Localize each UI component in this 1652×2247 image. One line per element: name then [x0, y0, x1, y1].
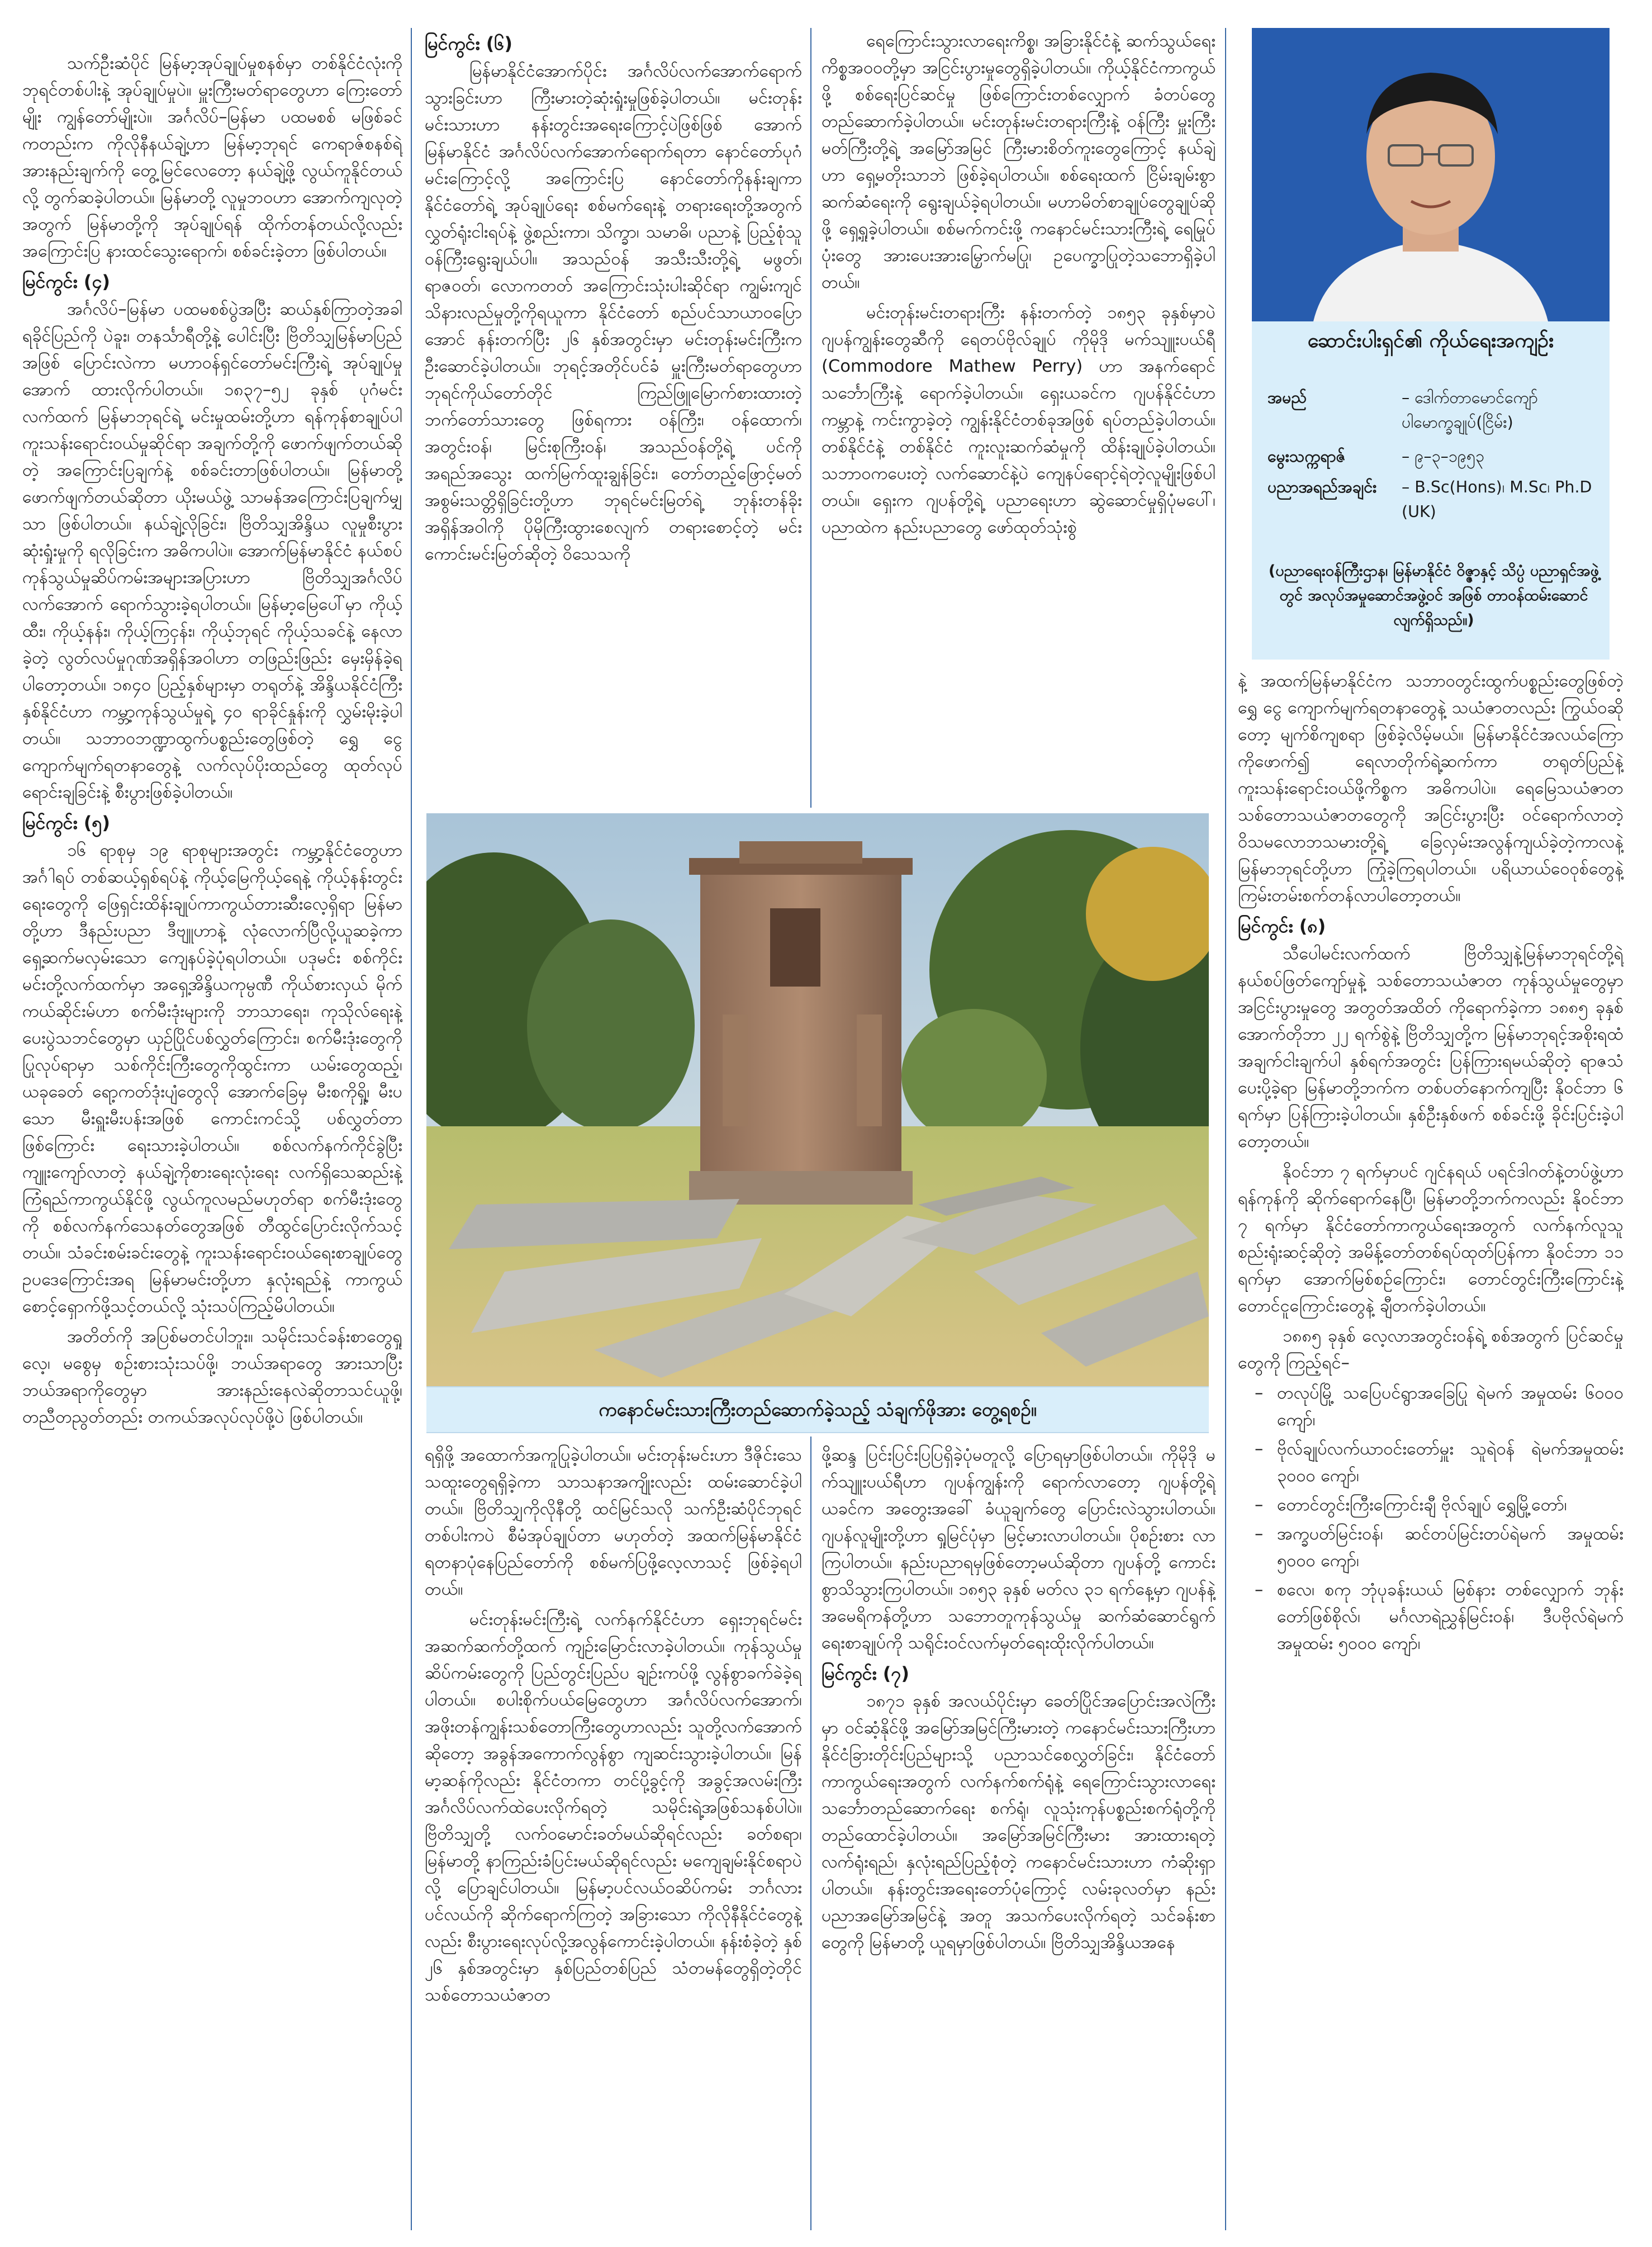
paragraph: နိုဝင်ဘာ ၇ ရက်မှာပင် ဂျင်နရယ် ပရင်ဒါဂတ်နဲ့တပ်ဖွဲ့ဟာ ရန်ကုန်ကို ဆိုက်ရောက်နေပြီ၊ မြန်မာတို့ဘက်ကလည်း နိုဝင်ဘာ ၇ ရက်မှာ နိုင်ငံတော်ကာကွယ်ရေးအတွက် လက်နက်လူသူစည်းရုံးဆင့်ဆိုတဲ့ အမိန့်တော်တစ်ရပ်ထုတ်ပြန်ကာ နိုဝင်ဘာ ၁၁ ရက်မှာ အောက်မြစ်စဉ်ကြောင်း၊ တောင်တွင်းကြီးကြောင်းနဲ့ တောင်ငူကြောင်းတွေနဲ့ ချီတက်ခဲ့ပါတယ်။ [1238, 1162, 1623, 1316]
author-portrait [1252, 28, 1610, 321]
section-heading: မြင်ကွင်း (၆) [425, 33, 512, 54]
paragraph: ၁၆ ရာစုမှ ၁၉ ရာစုများအတွင်း ကမ္ဘာ့နိုင်ငံတွေဟာ အင်္ဂါရပ် တစ်ဆယ့်ရှစ်ရပ်နဲ့ ကိုယ့်မြေကိုယ့်ရေနဲ့ ကိုယ့်နန်းတွင်းရေးတွေကို ဖြေရှင်းထိန်းချုပ်ကာကွယ်တားဆီးလေ့ရှိရာ မြန်မာတို့ဟာ ဒီနည်းပညာ ဒီဗျူဟာနဲ့ လုံလောက်ပြီလို့ယူဆခဲ့ကာ ရှေ့ဆက်မလှမ်းသော ကျေနပ်ခဲ့ပုံရပါတယ်။ ပဒုမင်း စစ်ကိုင်းမင်းတို့လက်ထက်မှာ အရှေ့အိန္ဒိယကုမ္ပဏီ ကိုယ်စားလှယ် မိုက်ကယ်ဆိုင်းမ်ဟာ စက်မီးဒုံးများကို ဘာသာရေး၊ ကုသိုလ်ရေးနဲ့ ပေးပွဲသဘင်တွေမှာ ယှဉ်ပြိုင်ပစ်လွှတ်ကြောင်း၊ စက်မီးဒုံးတွေကို ပြုလုပ်ရာမှာ သစ်ကိုင်းကြီးတွေကိုထွင်းကာ ယမ်းတွေထည့်၊ ယခုခေတ် ရော့ကတ်ဒုံးပျံတွေလို အောက်ခြေမှ မီးစကိုရှို့၊ မီးပသော မီးရှူးမီးပန်းအဖြစ် ကောင်းကင်သို့ ပစ်လွှတ်တာဖြစ်ကြောင်း ရေးသားခဲ့ပါတယ်။ စစ်လက်နက်ကိုင်ခွဲပြီး ကျူးကျော်လာတဲ့ နယ်ချဲ့ကိုစားရေးလုံးရေး လက်ရှိသေဆည်းနဲ့ ကြံရည်ကာကွယ်နိုင်ဖို့ လွယ်ကူလမည်မဟုတ်ရာ စက်မီးဒုံးတွေကို စစ်လက်နက်သေနတ်တွေအဖြစ် တီထွင်ပြောင်းလိုက်သင့်တယ်။ သံခင်းစမ်းခင်းတွေနဲ့ ကူးသန်းရောင်းဝယ်ရေးစာချုပ်တွေ ဥပဒေကြောင်းအရ မြန်မာမင်းတို့ဟာ နှလုံးရည်နဲ့ ကာကွယ်စောင့်ရှောက်ဖို့သင့်တယ်လို့ သုံးသပ်ကြည့်မိပါတယ်။ [22, 841, 402, 1316]
column-divider [411, 28, 412, 2230]
paragraph: မြန်မာနိုင်ငံအောက်ပိုင်း အင်္ဂလိပ်လက်အောက်ရောက်သွားခြင်းဟာ ကြီးမားတဲ့ဆုံးရှုံးမှုဖြစ်ခဲ့ပါတယ်။ မင်းတုန်းမင်းသားဟာ နန်းတွင်းအရေးကြောင့်ပဲဖြစ်ဖြစ် အောက်မြန်မာနိုင်ငံ အင်္ဂလိပ်လက်အောက်ရောက်ရတာ နောင်တော်ပုဂံမင်းကြောင့်လို့ အကြောင်းပြ နောင်တော်ကိုနန်းချကာ နိုင်ငံတော်ရဲ့ အုပ်ချုပ်ရေး စစ်မက်ရေးနဲ့ တရားရေးတို့အတွက် လွှတ်ရုံးငါးရပ်နဲ့ ဖွဲ့စည်းကာ၊ သိက္ခာ၊ သမာဓိ၊ ပညာနဲ့ ပြည့်စုံသူ ဝန်ကြီးရွေးချယ်ပါ။ အသည်ဝန် အသီးသီးတို့ရဲ့ မဖွတ်၊ ရာဇဝတ်၊ လောကတတ် အကြောင်းသုံးပါးဆိုင်ရာ ကျွမ်းကျင်သိနားလည်မှုတို့ကိုရယူကာ နိုင်ငံတော် စည်ပင်သာယာဝပြောအောင် နန်းတက်ပြီး ၂၆ နှစ်အတွင်းမှာ မင်းတုန်းမင်းကြီးက ဦးဆောင်ခဲ့ပါတယ်။ ဘုရင့်အတိုင်ပင်ခံ မှူးကြီးမတ်ရာတွေဟာ ဘုရင်ကိုယ်တော်တိုင် ကြည်ဖြူမြောက်စားထားတဲ့ ဘက်တော်သားတွေ ဖြစ်ရကား ဝန်ကြီး၊ ဝန်ထောက်၊ အတွင်းဝန်၊ မြင်းစုကြီးဝန်၊ အသည်ဝန်တို့ရဲ့ ပင်ကိုအရည်အသွေး ထက်မြက်ထူးချွန်ခြင်း၊ တော်တည့်ဖြောင့်မတ်အစွမ်းသတ္တိရှိခြင်းတို့ဟာ ဘုရင်မင်းမြတ်ရဲ့ ဘုန်းတန်ခိုးအရှိန်အဝါကို ပိုမိုကြီးထွားစေလျက် တရားစောင့်တဲ့ မင်းကောင်းမင်းမြတ်ဆိုတဲ့ ဝိသေသကို [425, 61, 802, 564]
author-name-row [1268, 386, 1603, 436]
article-column-3-upper [822, 28, 1216, 808]
list-item: – တောင်တွင်းကြီးကြောင်းချီ ဗိုလ်ချုပ် ရွှေမြို့တော်၊ [1255, 1492, 1623, 1519]
paragraph: သက်ဦးဆံပိုင် မြန်မာ့အုပ်ချုပ်မှုစနစ်မှာ တစ်နိုင်ငံလုံးကို ဘုရင်တစ်ပါးနဲ့ အုပ်ချုပ်မှုပဲ။ မှူးကြီးမတ်ရာတွေဟာ ကြေးတော်မျိုး ကျွန်တော်မျိုးပဲ။ အင်္ဂလိပ်–မြန်မာ ပထမစစ် မဖြစ်ခင်ကတည်းက ကိုလိုနီနယ်ချဲ့ဟာ မြန်မာ့ဘုရင် ကေရာဇ်စနစ်ရဲ့ အားနည်းချက်ကို တွေ့မြင်လေတော့ နယ်ချဲ့ဖို့ လွယ်ကူနိုင်တယ်လို့ တွက်ဆခဲ့ပါတယ်။ မြန်မာတို့ လူမှုဘဝဟာ အောက်ကျလုတဲ့အတွက် မြန်မာတို့ကို အုပ်ချုပ်ရန် ထိုက်တန်တယ်လို့လည်း အကြောင်းပြ နားထင်သွေးရောက်၊ စစ်ခင်းခဲ့တာ ဖြစ်ပါတယ်။ [22, 54, 402, 261]
column-divider [810, 28, 811, 808]
author-bio-title: ဆောင်းပါးရှင်၏ ကိုယ်ရေးအကျဉ်း [1307, 329, 1554, 352]
article-column-2-lower [425, 1442, 802, 2233]
section-heading: မြင်ကွင်း (၅) [22, 812, 110, 833]
name-label: အမည် [1268, 388, 1307, 407]
dob-value: – ၉–၃–၁၉၅၃ [1402, 447, 1484, 466]
author-affiliation-note: (ပညာရေးဝန်ကြီးဌာန၊ မြန်မာနိုင်ငံ ဝိဇ္ဇာနှင့် သိပ္ပံ ပညာရှင်အဖွဲ့တွင် အလုပ်အမှုဆောင်အဖွဲ့ဝင် အဖြစ် တာဝန်ထမ်းဆောင်လျက်ရှိသည်။) [1268, 562, 1599, 629]
author-photo-icon [1252, 28, 1610, 321]
paragraph: ဖို့ဆန္ဒ ပြင်းပြင်းပြပြရှိခဲ့ပုံမတူလို့ ပြောရမှာဖြစ်ပါတယ်။ ကိုမိုဒို မက်သျူးပယ်ရီဟာ ဂျပန်ကျွန်းကို ရောက်လာတော့ ဂျပန်တို့ရဲ့ ယခင်က အတွေးအခေါ် ခံယူချက်တွေ ပြောင်းလဲသွားပါတယ်။ ဂျပန်လူမျိုးတို့ဟာ ရှုမြင်ပုံမှာ မြင့်မားလာပါတယ်။ ပိုစဉ်းစား လာကြပါတယ်။ နည်းပညာရမှဖြစ်တော့မယ်ဆိုတာ ဂျပန်တို့ ကောင်းစွာသိသွားကြပါတယ်။ ၁၈၅၃ ခုနှစ် မတ်လ ၃၁ ရက်နေ့မှာ ဂျပန်နဲ့အမေရိကန်တို့ဟာ သဘောတူကုန်သွယ်မှု ဆက်ဆံဆောင်ရွက်ရေးစာချုပ်ကို သရိုင်းဝင်လက်မှတ်ရေးထိုးလိုက်ပါတယ်။ [822, 1445, 1216, 1653]
paragraph: မင်းတုန်းမင်းတရားကြီး နန်းတက်တဲ့ ၁၈၅၃ ခုနှစ်မှာပဲ ဂျပန်ကျွန်းတွေဆီကို ရေတပ်ဗိုလ်ချုပ် ကိုမိုဒို မက်သျူးပယ်ရီ (Commodore Mathew Perry) ဟာ အနက်ရောင်သင်္ဘောကြီးနဲ့ ရောက်ခဲ့ပါတယ်။ ရှေးယခင်က ဂျပန်နိုင်ငံဟာ ကမ္ဘာနဲ့ ကင်းကွာခဲ့တဲ့ ကျွန်းနိုင်ငံတစ်ခုအဖြစ် ရပ်တည်ခဲ့ပါတယ်။ တစ်နိုင်ငံနဲ့ တစ်နိုင်ငံ ကူးလူးဆက်ဆံမှုကို ထိန်းချုပ်ခဲ့ပါတယ်။ သဘာဝကပေးတဲ့ လက်ဆောင်နဲ့ပဲ ကျေနပ်ရောင့်ရဲတဲ့လူမျိုးဖြစ်ပါတယ်။ ရှေးက ဂျပန်တို့ရဲ့ ပညာရေးဟာ ဆွဲဆောင်မှုရှိပုံမပေါ်၊ ပညာထဲက နည်းပညာတွေ ဖော်ထုတ်သုံးစွဲ [822, 303, 1216, 537]
photo-caption: ကနောင်မင်းသားကြီးတည်ဆောက်ခဲ့သည့် သံချက်ဖိုအား တွေ့ရစဉ်။ [426, 1386, 1209, 1433]
paragraph: သီပေါမင်းလက်ထက် ဗြိတိသျှနဲ့မြန်မာဘုရင်တို့ရဲ့ နယ်စပ်ဖြတ်ကျော်မှုနဲ့ သစ်တောသယံဇာတ ကုန်သွယ်မှုတွေမှာ အငြင်းပွားမှုတွေ အတွတ်အထိတ် ကိုရောက်ခဲ့ကာ ၁၈၈၅ ခုနှစ် အောက်တိုဘာ ၂၂ ရက်စွဲနဲ့ ဗြိတိသျှတို့က မြန်မာဘုရင့်အစိုးရထံ အချက်ငါးချက်ပါ နှစ်ရက်အတွင်း ပြန်ကြားရမယ်ဆိုတဲ့ ရာဇသံပေးပို့ခဲ့ရာ မြန်မာတို့ဘက်က တစ်ပတ်နောက်ကျပြီး နိုဝင်ဘာ ၆ ရက်မှာ ပြန်ကြားခဲ့ပါတယ်။ နှစ်ဦးနှစ်ဖက် စစ်ခင်းဖို့ ခိုင်းပြင်းခဲ့ပါတော့တယ်။ [1238, 944, 1623, 1151]
brick-tower-ruins-image [426, 813, 1209, 1386]
article-column-4 [1238, 668, 1623, 2233]
paragraph: ၁၈၇၁ ခုနှစ် အလယ်ပိုင်းမှာ ခေတ်ပြိုင်အပြောင်းအလဲကြီးမှာ ဝင်ဆံ့နိုင်ဖို့ အမြော်အမြင်ကြီးမားတဲ့ ကနောင်မင်းသားကြီးဟာ နိုင်ငံခြားတိုင်းပြည်များသို့ ပညာသင်စေလွှတ်ခြင်း၊ နိုင်ငံတော်ကာကွယ်ရေးအတွက် လက်နက်စက်ရုံနဲ့ ရေကြောင်းသွားလာရေး သင်္ဘောတည်ဆောက်ရေး စက်ရုံ၊ လူသုံးကုန်ပစ္စည်းစက်ရုံတို့ကို တည်ထောင်ခဲ့ပါတယ်။ အမြော်အမြင်ကြီးမား အားထားရတဲ့ လက်ရုံးရည်၊ နှလုံးရည်ပြည့်စုံတဲ့ ကနောင်မင်းသားဟာ ကံဆိုးရှာပါတယ်။ နန်းတွင်းအရေးတော်ပုံကြောင့် လမ်းခုလတ်မှာ နည်းပညာအမြော်အမြင်နဲ့ အတူ အသက်ပေးလိုက်ရတဲ့ သင်ခန်းစာတွေကို မြန်မာတို့ ယူရမှာဖြစ်ပါတယ်။ ဗြိတိသျှအိန္ဒိယအနေ [822, 1691, 1216, 1952]
edu-label: ပညာအရည်အချင်း [1268, 478, 1377, 496]
list-item: – တလုပ်မြို့ သပြေပင်ရွာအခြေပြု ရဲမက် အမှုထမ်း ၆၀၀၀ ကျော်၊ [1255, 1380, 1623, 1434]
author-dob-row [1268, 444, 1603, 469]
list-item: – စလေ၊ စကု ဘုံပုခန်းယယ် မြစ်နား တစ်လျှောက် ဘုန်းတော်ဖြစ်စိုလ်၊ မင်္ဂလာရဲညွှန်မြင်းဝန်၊ ဒီပဗိုလ်ရဲမက်အမှုထမ်း ၅၀၀၀ ကျော်၊ [1255, 1577, 1623, 1657]
column-divider [1225, 28, 1226, 2230]
kiln-ruins-photo [426, 813, 1209, 1386]
paragraph: ရေကြောင်းသွားလာရေးကိစ္စ၊ အခြားနိုင်ငံနဲ့ ဆက်သွယ်ရေးကိစ္စအဝဝတို့မှာ အငြင်းပွားမှုတွေရှိခဲ့ပါတယ်။ ကိုယ့်နိုင်ငံကာကွယ်ဖို့ စစ်ရေးပြင်ဆင်မှု ဖြစ်ကြောင်းတစ်လျှောက် ခံတပ်တွေတည်ဆောက်ခဲ့ပါတယ်။ မင်းတုန်းမင်းတရားကြီးနဲ့ ဝန်ကြီး မှူးကြီးမတ်ကြီးတို့ရဲ့ အမြော်အမြင် ကြီးမားစိတ်ကူးတွေကြောင့် နယ်ချဲ့ဟာ ရှေ့မတိုးသာဘဲ ဖြစ်ခဲ့ရပါတယ်။ စစ်ရေးထက် ငြိမ်းချမ်းစွာဆက်ဆံရေးကို ရွေးချယ်ခဲ့ရပါတယ်။ မဟာမိတ်စာချုပ်တွေချုပ်ဆိုဖို့ ရှေ့ရှုခဲ့ပါတယ်။ စစ်မက်ကင်းဖို့ ကနောင်မင်းသားကြီးရဲ့ ရေမြုပ်ပုံးတွေ အားပေးအားမြှောက်မပြု၊ ဥပေက္ခာပြုတဲ့သဘောရှိခဲ့ပါတယ်။ [822, 31, 1216, 292]
article-column-3-lower [822, 1442, 1216, 2233]
paragraph: အင်္ဂလိပ်–မြန်မာ ပထမစစ်ပွဲအပြီး ဆယ်နှစ်ကြာတဲ့အခါ ရခိုင်ပြည်ကို ပဲခူး၊ တနင်္သာရီတို့နဲ့ ပေါင်းပြီး ဗြိတိသျှမြန်မာပြည်အဖြစ် ပြောင်းလဲကာ မဟာဝန်ရှင်တော်မင်းကြီးရဲ့ အုပ်ချုပ်မှုအောက် ထားလိုက်ပါတယ်။ ၁၈၃၇–၅၂ ခုနှစ် ပုဂံမင်း လက်ထက် မြန်မာဘုရင်ရဲ့ မင်းမှုထမ်းတို့ဟာ ရန်ကုန်စာချုပ်ပါ ကူးသန်းရောင်းဝယ်မှုဆိုင်ရာ အချက်တို့ကို ဖောက်ဖျက်တယ်ဆိုတဲ့ အကြောင်းပြချက်နဲ့ စစ်ခင်းတာဖြစ်ပါတယ်။ မြန်မာတို့ဖောက်ဖျက်တယ်ဆိုတာ ယိုးမယ်ဖွဲ့ သာမန်အကြောင်းပြချက်မျှသာ ဖြစ်ပါတယ်။ နယ်ချဲ့လိုခြင်း၊ ဗြိတိသျှအိန္ဒိယ လူမှုစီးပွားဆုံးရှုံးမှုကို ရလိုခြင်းက အဓိကပါပဲ။ အောက်မြန်မာနိုင်ငံ နယ်စပ်ကုန်သွယ်မှုဆိပ်ကမ်းအများအပြားဟာ ဗြိတိသျှအင်္ဂလိပ်လက်အောက် ရောက်သွားခဲ့ရပါတယ်။ မြန်မာ့မြေပေါ်မှာ ကိုယ့်ထီး၊ ကိုယ့်နန်း၊ ကိုယ့်ကြငှန်း၊ ကိုယ့်ဘုရင် ကိုယ့်သခင်နဲ့ နေလာခဲ့တဲ့ လွတ်လပ်မှုဂုဏ်အရှိန်အဝါဟာ တဖြည်းဖြည်း မှေးမှိန်ခဲ့ရပါတော့တယ်။ ၁၈၄၀ ပြည့်နှစ်များမှာ တရုတ်နဲ့ အိန္ဒိယနိုင်ငံကြီး နှစ်နိုင်ငံဟာ ကမ္ဘာ့ကုန်သွယ်မှုရဲ့ ၄၀ ရာခိုင်နှုန်းကို လွှမ်းမိုးခဲ့ပါတယ်။ သဘာဝဘဏ္ဍာထွက်ပစ္စည်းတွေဖြစ်တဲ့ ရွှေ ငွေ ကျောက်မျက်ရတနာတွေနဲ့ လက်လုပ်ပိုးထည်တွေ ထုတ်လုပ်ရောင်းချခြင်းနဲ့ စီးပွားဖြစ်ခဲ့ပါတယ်။ [22, 300, 402, 802]
paragraph: မင်းတုန်းမင်းကြီးရဲ့ လက်နက်နိုင်ငံဟာ ရှေးဘုရင်မင်းအဆက်ဆက်တို့ထက် ကျဉ်းမြောင်းလာခဲ့ပါတယ်။ ကုန်သွယ်မှုဆိပ်ကမ်းတွေကို ပြည်တွင်းပြည်ပ ချဉ်းကပ်ဖို့ လွန်စွာခက်ခဲခဲ့ရပါတယ်။ စပါးစိုက်ပယ်မြေတွေဟာ အင်္ဂလိပ်လက်အောက်၊ အဖိုးတန်ကျွန်းသစ်တောကြီးတွေဟာလည်း သူတို့လက်အောက်ဆိုတော့ အခွန်အကောက်လွန်စွာ ကျဆင်းသွားခဲ့ပါတယ်။ မြန်မာ့ဆန်ကိုလည်း နိုင်ငံတကာ တင်ပို့ခွင့်ကို အခွင့်အလမ်းကြီး အင်္ဂလိပ်လက်ထဲပေးလိုက်ရတဲ့ သမိုင်းရဲ့အဖြစ်သနစ်ပါပဲ။ ဗြိတိသျှတို့ လက်ဝမောင်းခတ်မယ်ဆိုရင်လည်း ခတ်စရာ၊ မြန်မာတို့ နာကြည်းခံပြင်းမယ်ဆိုရင်လည်း မကျေချမ်းနိုင်စရာပဲလို့ ပြောချင်ပါတယ်။ မြန်မာ့ပင်လယ်ဝဆိပ်ကမ်း ဘင်္ဂလားပင်လယ်ကို ဆိုက်ရောက်ကြတဲ့ အခြားသော ကိုလိုနီနိုင်ငံတွေနဲ့လည်း စီးပွားရေးလုပ်လို့အလွန်ကောင်းခဲ့ပါတယ်။ နန်းစံခဲ့တဲ့ နှစ် ၂၆ နှစ်အတွင်းမှာ နှစ်ပြည်တစ်ပြည် သံတမန်တွေရှိတဲ့တိုင် သစ်တောသယံဇာတ [425, 1610, 802, 2005]
article-column-1 [22, 50, 402, 2233]
dob-label: မွေးသက္ကရာဇ် [1268, 447, 1346, 466]
list-item: – အက္ခပတ်မြင်းဝန်၊ ဆင်တပ်မြင်းတပ်ရဲမက် အမှုထမ်း ၅၀၀၀ ကျော်၊ [1255, 1521, 1623, 1575]
paragraph: ရရှိဖို့ အထောက်အကူပြုခဲ့ပါတယ်။ မင်းတုန်းမင်းဟာ ဒီဇိုင်းသေသထူးတွေရရှိခဲ့ကာ သာသနာအကျိုးလည်း ထမ်းဆောင်ခဲ့ပါတယ်။ ဗြိတိသျှကိုလိုနီတို့ ထင်မြင်သလို သက်ဦးဆံပိုင်ဘုရင်တစ်ပါးကပဲ စီမံအုပ်ချုပ်တာ မဟုတ်တဲ့ အထက်မြန်မာနိုင်ငံ ရတနာပုံနေပြည်တော်ကို စစ်မက်ပြဖို့လေ့လာသင့် ဖြစ်ခဲ့ရပါတယ်။ [425, 1445, 802, 1599]
paragraph: အတိတ်ကို အပြစ်မတင်ပါဘူး။ သမိုင်းသင်ခန်းစာတွေရှုလေ့၊ မစွေမှ စဉ်းစားသုံးသပ်ဖို့၊ ဘယ်အရာတွေ အားသာပြီး ဘယ်အရာကိုတွေမှာ အားနည်းနေလဲဆိုတာသင်ယူဖို့၊ တညီတညွတ်တည်း တကယ်အလုပ်လုပ်ဖို့ပဲ ဖြစ်ပါတယ်။ [22, 1327, 402, 1427]
section-heading: မြင်ကွင်း (၈) [1238, 916, 1326, 937]
edu-value: – B.Sc(Hons)၊ M.Sc၊ Ph.D (UK) [1402, 478, 1592, 521]
section-heading: မြင်ကွင်း (၄) [22, 271, 110, 292]
preparation-list [1238, 1380, 1623, 1657]
article-column-2-upper [425, 28, 802, 808]
paragraph: ၁၈၈၅ ခုနှစ် လေ့လာအတွင်းဝန်ရဲ့ စစ်အတွက် ပြင်ဆင်မှုတွေကို ကြည့်ရင်– [1238, 1326, 1623, 1373]
column-divider [810, 1437, 811, 2230]
list-item: – ဗိုလ်ချုပ်လက်ယာဝင်းတော်မှူး သူရဲဝန် ရဲမက်အမှုထမ်း ၃၀၀၀ ကျော်၊ [1255, 1436, 1623, 1490]
author-edu-row [1268, 475, 1603, 525]
name-value: – ဒေါက်တာမောင်ကျော် ပါမောက္ခချုပ်(ငြိမ်း) [1402, 388, 1538, 432]
section-heading: မြင်ကွင်း (၇) [822, 1663, 909, 1684]
paragraph: နဲ့ အထက်မြန်မာနိုင်ငံက သဘာဝတွင်းထွက်ပစ္စည်းတွေဖြစ်တဲ့ ရွှေ ငွေ ကျောက်မျက်ရတနာတွေနဲ့ သယံဇာတလည်း ကြွယ်ဝဆိုတော့ မျက်စိကျစရာ ဖြစ်ခဲ့လိမ့်မယ်။ မြန်မာနိုင်ငံအလယ်ကြောကိုဖောက်၍ ရေလာတိုက်ရဲ့ဆက်ကာ တရုတ်ပြည်နဲ့ ကူးသန်းရောင်းဝယ်ဖို့ကိစ္စက အဓိကပါပဲ။ ရေမြေသယံဇာတ သစ်တောသယံဇာတတွေကို အငြင်းပွားပြီး ဝင်ရောက်လာတဲ့ ဝိသမလောဘသမားတို့ရဲ့ ခြေလှမ်းအလွန်ကျယ်ခဲ့တဲ့ကာလနဲ့ မြန်မာဘုရင်တို့ဟာ ကြုံခဲ့ကြရပါတယ်။ ပရိယာယ်ဝေဝုစ်တွေနဲ့ ကြမ်းတမ်းစက်တန်လာပါတော့တယ်။ [1238, 671, 1623, 906]
